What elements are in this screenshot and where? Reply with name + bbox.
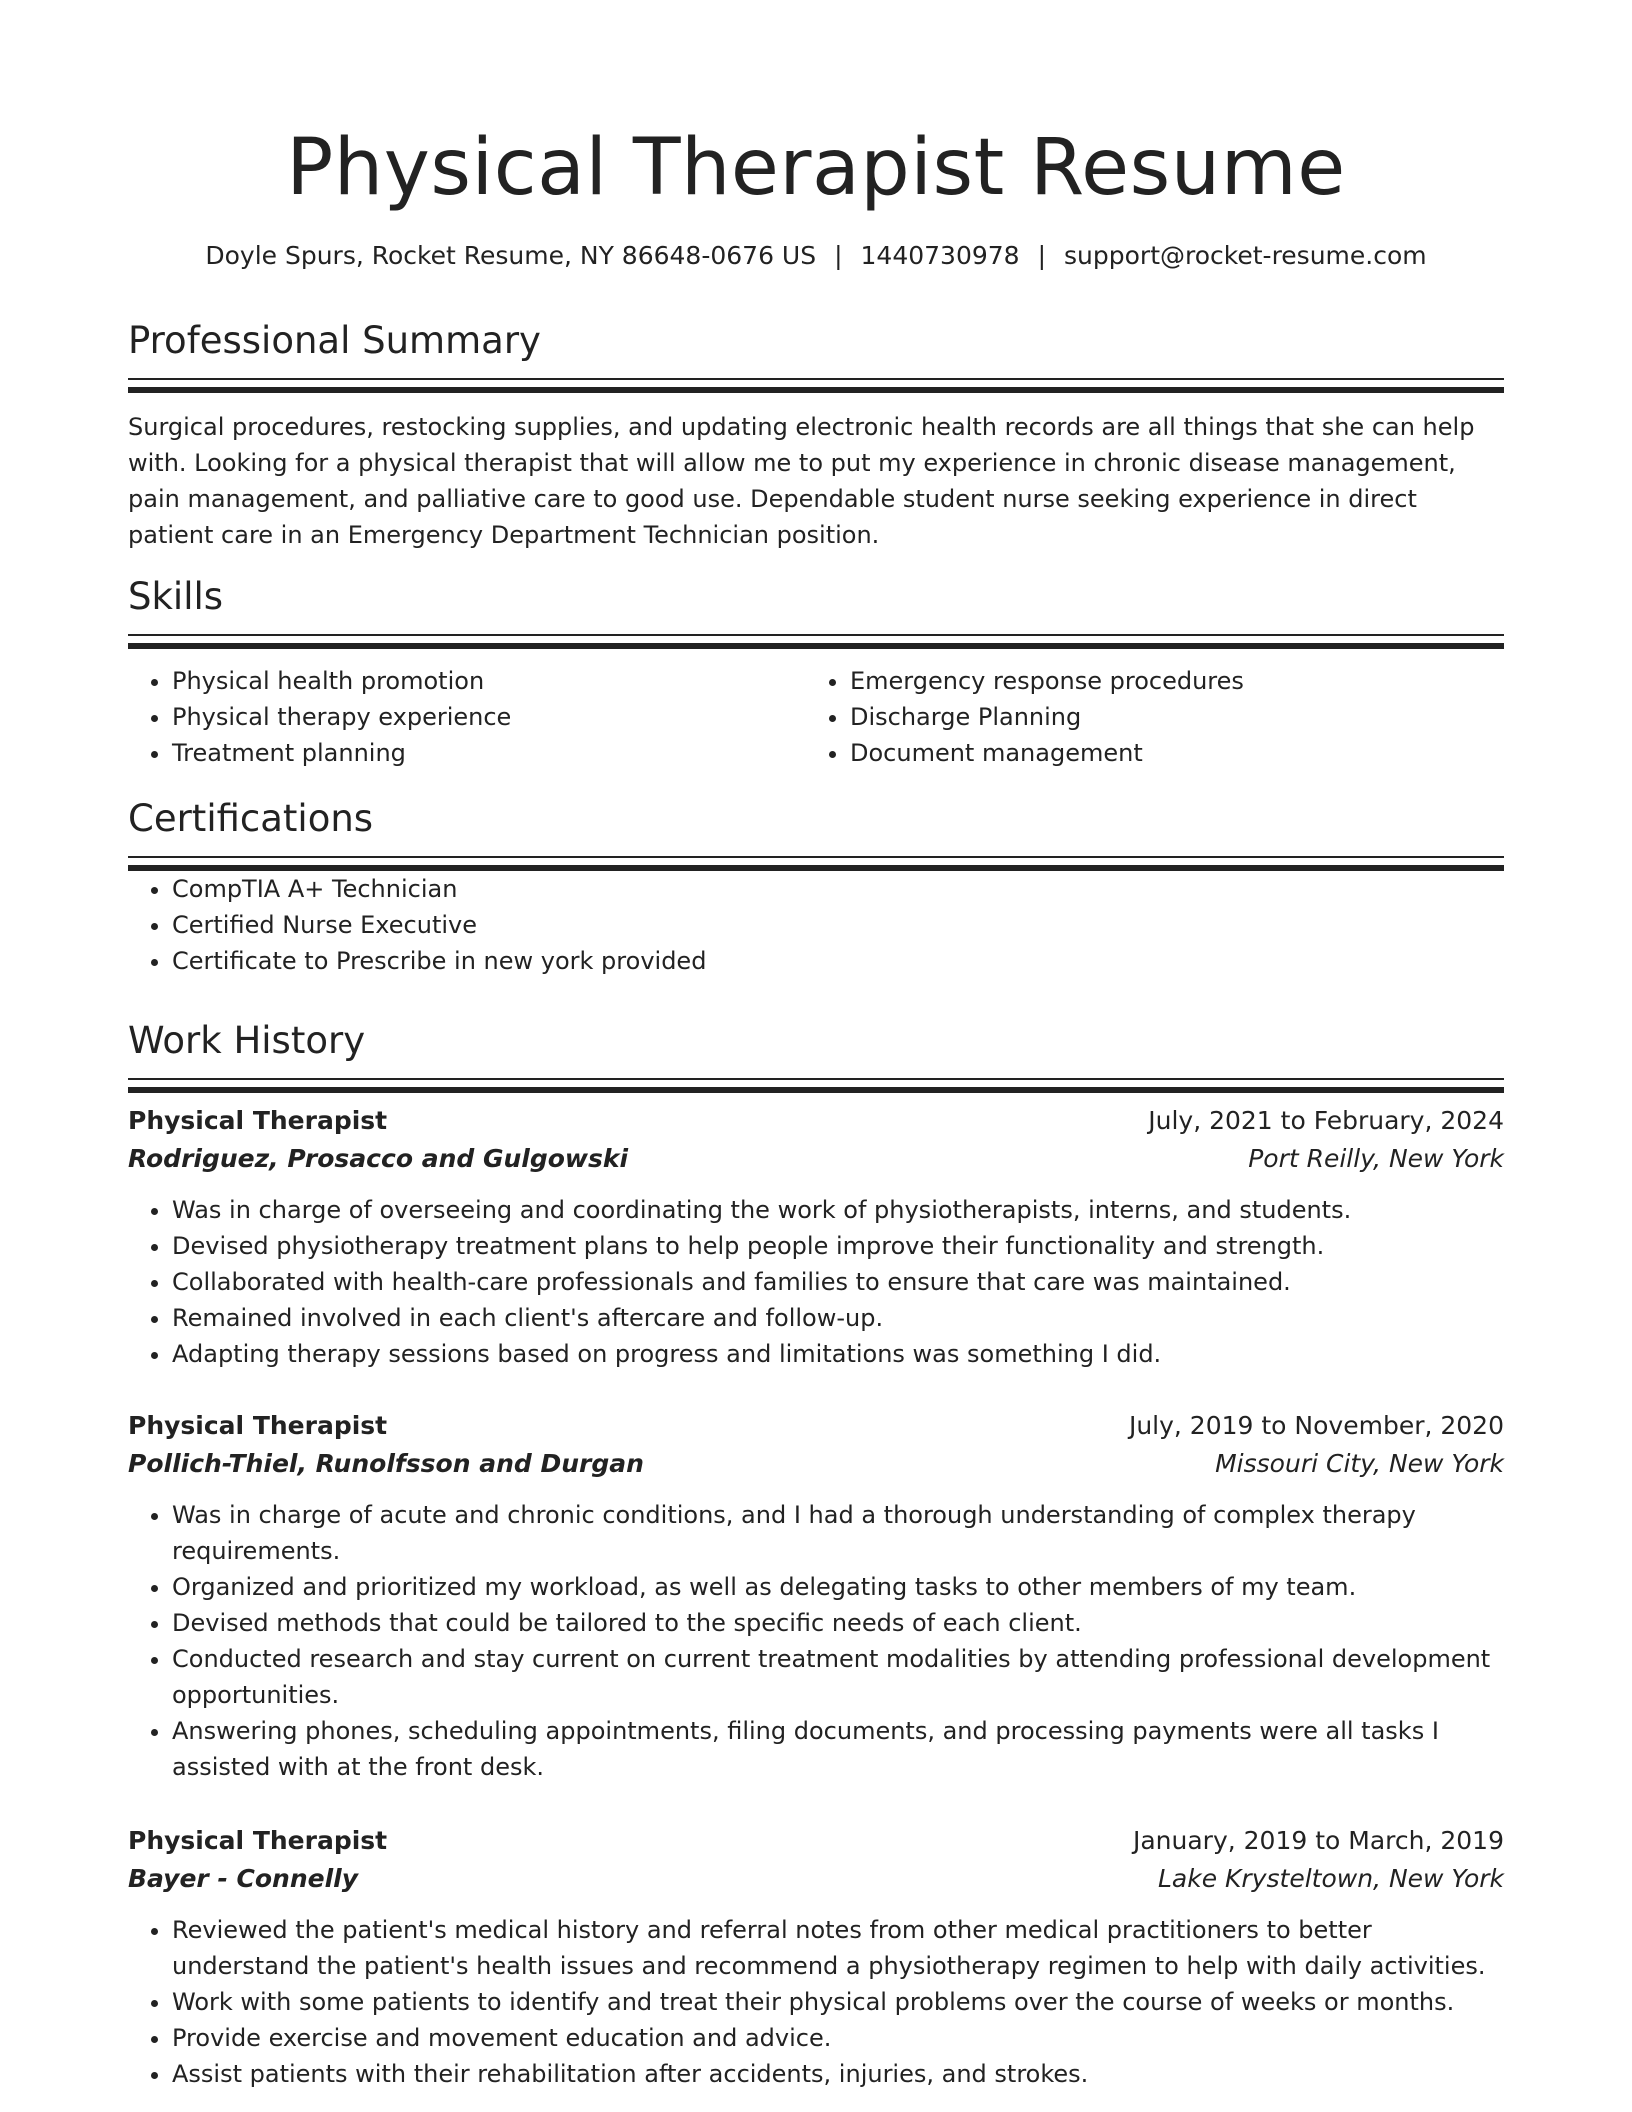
job-location: Lake Krysteltown, New York — [1157, 1864, 1504, 1893]
job-location: Port Reilly, New York — [1248, 1144, 1504, 1173]
contact-phone: 1440730978 — [860, 241, 1020, 270]
job-duty: • Organized and prioritized my workload, as well as delegating tasks to other members of my team. — [172, 1569, 1504, 1605]
section-heading-summary: Professional Summary — [128, 319, 541, 362]
job-duty: • Answering phones, scheduling appointments, filing documents, and processing payments were all tasks I assisted with at the front desk. — [172, 1713, 1504, 1785]
contact-email: support@rocket-resume.com — [1064, 241, 1427, 270]
section-heading-work-history: Work History — [128, 1019, 366, 1062]
job-duty: • Was in charge of overseeing and coordinating the work of physiotherapists, interns, and students. — [172, 1192, 1504, 1228]
skills-column-left — [128, 663, 806, 771]
certifications-section — [128, 794, 1504, 979]
skill-item: • Emergency response procedures — [850, 663, 1484, 699]
skill-item: • Discharge Planning — [850, 699, 1484, 735]
job-company: Pollich-Thiel, Runolfsson and Durgan — [128, 1449, 644, 1478]
skill-item: • Physical therapy experience — [172, 699, 806, 735]
job-company-row — [128, 1860, 1504, 1898]
job-duties-list — [128, 1497, 1504, 1785]
contact-address: Doyle Spurs, Rocket Resume, NY 86648-0676 US — [205, 241, 817, 270]
job-company: Rodriguez, Prosacco and Gulgowski — [128, 1144, 629, 1173]
job-location: Missouri City, New York — [1215, 1449, 1504, 1478]
job-entry — [128, 1822, 1504, 2092]
contact-line — [0, 236, 1632, 276]
job-duty: • Conducted research and stay current on current treatment modalities by attending professional development opportunities. — [172, 1641, 1504, 1713]
skills-list-left — [128, 663, 806, 771]
skills-grid — [128, 663, 1504, 771]
job-company-row — [128, 1445, 1504, 1483]
section-heading-certifications: Certifications — [128, 797, 374, 840]
skill-item: • Physical health promotion — [172, 663, 806, 699]
job-duty: • Was in charge of acute and chronic conditions, and I had a thorough understanding of complex therapy requirements. — [172, 1497, 1504, 1569]
job-duty: • Reviewed the patient's medical history and referral notes from other medical practitioners to better understand the patient's health issues and recommend a physiotherapy regimen to help with daily activities. — [172, 1912, 1504, 1984]
job-duties-list — [128, 1192, 1504, 1372]
job-entry — [128, 1102, 1504, 1372]
skills-list-right — [806, 663, 1484, 771]
job-header-row — [128, 1822, 1504, 1860]
job-dates: January, 2019 to March, 2019 — [1132, 1826, 1504, 1855]
skill-item: • Treatment planning — [172, 735, 806, 771]
job-duty: • Remained involved in each client's aftercare and follow-up. — [172, 1300, 1504, 1336]
certification-item: • Certified Nurse Executive — [172, 907, 1504, 943]
contact-separator: | — [834, 241, 843, 270]
job-title: Physical Therapist — [128, 1826, 388, 1855]
job-duties-list — [128, 1912, 1504, 2092]
contact-separator: | — [1037, 241, 1047, 270]
skill-item: • Document management — [850, 735, 1484, 771]
job-company-row — [128, 1140, 1504, 1178]
section-divider — [128, 856, 1504, 871]
certifications-list — [128, 871, 1504, 979]
job-header-row — [128, 1102, 1504, 1140]
job-title: Physical Therapist — [128, 1106, 388, 1135]
summary-section — [128, 316, 1504, 553]
job-duty: • Devised methods that could be tailored to the specific needs of each client. — [172, 1605, 1504, 1641]
section-divider — [128, 1078, 1504, 1093]
work-history-section — [128, 1016, 1504, 1093]
job-title: Physical Therapist — [128, 1411, 388, 1440]
section-divider — [128, 634, 1504, 649]
job-duty: • Devised physiotherapy treatment plans to help people improve their functionality and strength. — [172, 1228, 1504, 1264]
job-dates: July, 2021 to February, 2024 — [1148, 1106, 1504, 1135]
job-duty: • Provide exercise and movement education and advice. — [172, 2020, 1504, 2056]
skills-column-right — [806, 663, 1484, 771]
job-dates: July, 2019 to November, 2020 — [1128, 1411, 1504, 1440]
job-entry — [128, 1407, 1504, 1785]
section-heading-skills: Skills — [128, 575, 224, 618]
section-divider — [128, 378, 1504, 393]
summary-text: Surgical procedures, restocking supplies, and updating electronic health records are all things that she can help with. Looking for a physical therapist that will allow me to put my experience in chronic disease management, pain management, and palliative care to good use. Dependable student nurse seeking experience in direct patient care in an Emergency Department Technician position. — [128, 413, 1475, 549]
job-duty: • Collaborated with health-care professionals and families to ensure that care was maintained. — [172, 1264, 1504, 1300]
job-company: Bayer - Connelly — [128, 1864, 359, 1893]
job-header-row — [128, 1407, 1504, 1445]
certification-item: • CompTIA A+ Technician — [172, 871, 1504, 907]
job-duty: • Work with some patients to identify and treat their physical problems over the course of weeks or months. — [172, 1984, 1504, 2020]
job-duty: • Assist patients with their rehabilitation after accidents, injuries, and strokes. — [172, 2056, 1504, 2092]
job-duty: • Adapting therapy sessions based on progress and limitations was something I did. — [172, 1336, 1504, 1372]
skills-section — [128, 572, 1504, 771]
resume-title: Physical Therapist Resume — [286, 123, 1346, 213]
certification-item: • Certificate to Prescribe in new york provided — [172, 943, 1504, 979]
